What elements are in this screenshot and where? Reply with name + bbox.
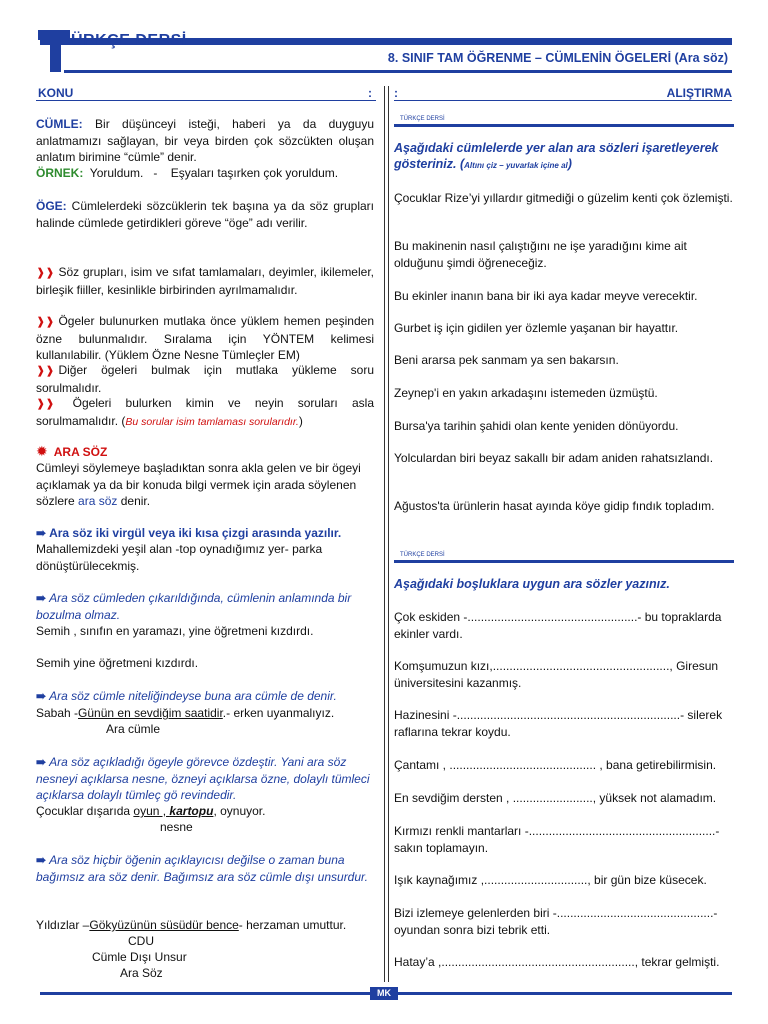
rule-4 [36,754,374,804]
header-subtitle: 8. SINIF TAM ÖĞRENME – CÜMLENİN ÖGELERİ (Ara söz) [387,51,728,65]
bullet-2 [36,313,374,364]
logo-t-stem [50,30,61,72]
rule-5 [36,852,374,885]
exercise-sentence: Gurbet iş için gidilen yer özlemle yaşanan bir hayattır. [394,321,679,335]
cumle-label: CÜMLE: [36,117,83,131]
mini-header-bar [394,560,734,563]
mini-header-label: TÜRKÇE DERSİ [400,552,445,558]
chevron-right-icon: ❱❱ [36,267,55,279]
exercise-sentence: Çocuklar Rize’yi yıllardır gitmediği o güzelim kenti çok özlemişti. [394,191,733,205]
ornek-label: ÖRNEK: [36,166,84,180]
example-underlined: Günün en sevdiğim saatidir [78,706,223,720]
chevron-right-icon: ❱❱ [36,398,55,410]
mini-header-label: TÜRKÇE DERSİ [400,116,445,122]
arrow-right-icon: ➠ [36,591,47,605]
rule-5-example [36,917,374,934]
column-divider [384,86,385,982]
bullet-text: Ögeleri bulurken kimin ve neyin soruları asla sorulmamalıdır. ( [36,396,374,428]
ornek-text: Yoruldum. - Eşyaları taşırken çok yoruldum. [83,166,339,180]
exercise-sentence: Ağustos'ta ürünlerin hasat ayında köye gidip fındık topladım. [394,499,715,513]
rule-4-example [36,803,374,820]
rule-1-example: Mahallemizdeki yeşil alan -top oynadığımız yer- parka dönüştürülecekmiş. [36,542,323,573]
arasoz-title [36,443,374,461]
arasoz-def-end: denir. [117,494,151,508]
question-end: ) [567,157,572,171]
alistirma-colon: : [394,86,398,100]
fill-in-blank[interactable]: Çantamı , ............................................ , bana getirebilirmisin. [394,758,717,772]
bullet-4 [36,395,374,430]
bullet-text: Söz grupları, isim ve sıfat tamlamaları, deyimler, ikilemeler, birleşik fiiller, kesinlikle birbirinden ayrılmamalıdır. [36,265,374,297]
fill-in-blank[interactable]: Bizi izlemeye gelenlerden biri -...............................................- oyundan sonra bizi tebrik etti. [394,906,718,937]
fill-in-blank[interactable]: Çok eskiden -...................................................- bu topraklarda ekinler vardı. [394,610,722,641]
bullet-text: Diğer ögeleri bulmak için mutlaka yükleme soru sorulmalıdır. [36,363,374,395]
rule-4-note: nesne [160,820,193,834]
rule-1 [36,525,374,542]
rule-2-example-2: Semih yine öğretmeni kızdırdı. [36,656,199,670]
bullet-text: Ögeler bulunurken mutlaka önce yüklem hemen peşinden özne bulunmalıdır. Sıralama için YÖNTEM kelimesi kullanılabilir. (Yüklem Özne Nesne Tümleçler EM) [36,314,374,362]
exercise-sentence: Yolculardan biri beyaz sakallı bir adam aniden rahatsızlandı. [394,451,714,465]
arasoz-definition [36,460,374,510]
question-1 [394,140,734,174]
fill-in-blank[interactable]: Hazinesini -...................................................................- silerek raflarına tekrar koydu. [394,708,723,739]
arasoz-title-text: ARA SÖZ [53,445,108,459]
example-text: Sabah - [36,706,79,720]
example-underlined: kartopu [169,804,214,818]
arasoz-def-text: Cümleyi söylemeye başladıktan sonra akla gelen ve bir ögeyi açıklamak ya da bir konuda bilgi vermek için arada söylenen sözlere [36,461,361,508]
arrow-right-icon: ➠ [36,526,47,540]
mini-header [394,552,734,566]
chevron-right-icon: ❱❱ [36,365,55,377]
cumle-definition [36,116,374,166]
bullet-note: Bu sorular isim tamlaması sorularıdır. [125,415,299,428]
rule-2 [36,590,374,623]
alistirma-heading: ALIŞTIRMA [666,86,732,100]
arrow-right-icon: ➠ [36,853,47,867]
arrow-right-icon: ➠ [36,755,47,769]
arasoz-def-key: ara söz [78,494,118,508]
footer-mark: MK [370,987,398,1000]
example-text: .- erken uyanmalıyız. [222,706,335,720]
konu-colon: : [368,86,372,100]
bullet-1 [36,264,374,298]
example-text: Çocuklar dışarıda [36,804,134,818]
rule-text: Ara söz açıkladığı ögeyle görevce özdeştir. Yani ara söz nesneyi açıklarsa nesne, özneyi açıklarsa özne, dolaylı tümleci açıklarsa dolaylı tümleç gö revindedir. [36,755,370,802]
example-text: - herzaman umuttur. [238,918,347,932]
exercise-sentence: Zeynep'i en yakın arkadaşını istemeden üzmüştü. [394,386,658,400]
question-text: Aşağıdaki cümlelerde yer alan ara sözleri işaretleyerek gösteriniz. ( [394,141,719,171]
example-text: , oynuyor. [213,804,266,818]
bullet-3 [36,362,374,396]
example-text: Yıldızlar – [36,918,90,932]
rule-5-note-cdu: CDU [128,934,154,948]
konu-underline [36,100,376,101]
column-divider [388,86,389,982]
alistirma-underline [394,100,732,101]
rule-3-example [36,705,374,722]
fill-in-blank[interactable]: Komşumuzun kızı,....................................................., Giresun üniversitesini kazanmış. [394,659,719,690]
mini-header-bar [394,124,734,127]
bullet-end: ) [298,413,303,428]
fill-in-blank[interactable]: En sevdiğim dersten , ........................, yüksek not alamadım. [394,791,717,805]
rule-5-note-full: Cümle Dışı Unsur [92,950,187,964]
example-underlined: oyun , [133,804,170,818]
oge-label: ÖGE: [36,199,67,213]
rule-2-example-1: Semih , sınıfın en yaramazı, yine öğretmeni kızdırdı. [36,624,314,638]
mini-header [394,116,734,130]
exercise-sentence: Bursa'ya tarihin şahidi olan kente yeniden dönüyordu. [394,419,679,433]
fill-in-blank[interactable]: Hatay’a ,.........................................................., tekrar gelmişti. [394,955,720,969]
fill-in-blank[interactable]: Kırmızı renkli mantarları -........................................................- sakın toplamayın. [394,824,720,855]
rule-text: Ara söz hiçbir öğenin açıklayıcısı değilse o zaman buna bağımsız ara söz denir. Bağımsız ara söz cümle dışı unsurdur. [36,853,368,884]
rule-3-note: Ara cümle [106,722,161,736]
question-2: Aşağıdaki boşluklara uygun ara sözler yazınız. [394,577,670,591]
example-underlined: Gökyüzünün süsüdür bence [89,918,239,932]
arrow-right-icon: ➠ [36,689,47,703]
konu-heading: KONU [38,86,74,100]
header-rule [64,70,732,73]
rule-text: Ara söz iki virgül veya iki kısa çizgi arasında yazılır. [49,526,342,540]
cumle-text: Bir düşünceyi isteği, haberi ya da duyguyu anlatmamızı sağlayan, bir veya birden çok sözcükten oluşan anlatım birimine “cümle” denir. [36,117,374,164]
rule-text: Ara söz cümleden çıkarıldığında, cümlenin anlamında bir bozulma olmaz. [36,591,352,622]
header-title: ÜRKÇE DERSİ [71,32,187,49]
oge-definition [36,198,374,231]
exercise-sentence: Bu ekinler inanın bana bir iki aya kadar meyve verecektir. [394,289,698,303]
exercise-sentence: Beni ararsa pek sanmam ya sen bakarsın. [394,353,619,367]
rule-text: Ara söz cümle niteliğindeyse buna ara cümle de denir. [49,689,337,703]
fill-in-blank[interactable]: Işık kaynağımız ,..............................., bir gün bize küsecek. [394,873,707,887]
ornek-line [36,165,374,182]
chevron-right-icon: ❱❱ [36,316,55,328]
rule-5-note-arasoz: Ara Söz [120,966,163,980]
exercise-sentence: Bu makinenin nasıl çalıştığını ne işe yaradığını kime ait olduğunu şimdi öğreneceğiz. [394,239,687,270]
question-hint: Altını çiz – yuvarlak içine al [464,161,568,170]
oge-text: Cümlelerdeki sözcüklerin tek başına ya da söz grupları halinde cümlede getirdikleri göreve “öge” adı verilir. [36,199,374,230]
star-icon: ✹ [36,443,48,459]
rule-3 [36,688,374,705]
